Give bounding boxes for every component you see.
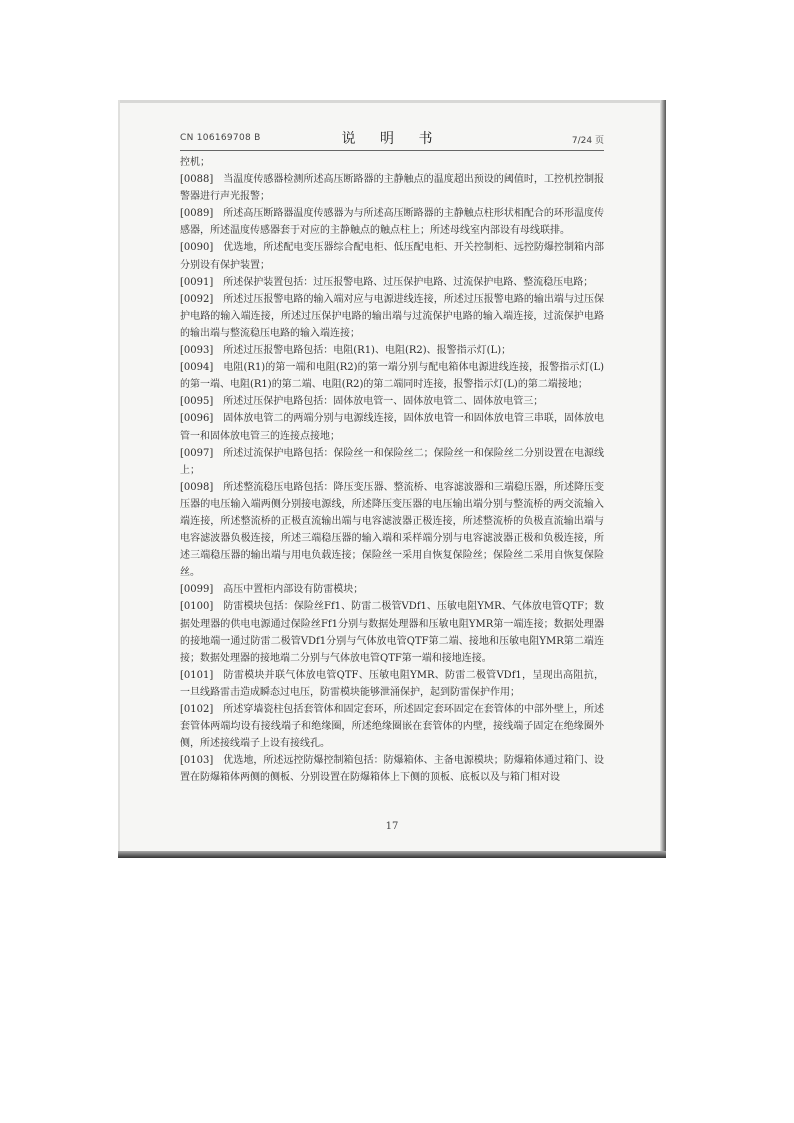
scan-edge-top: [118, 100, 666, 103]
scan-edge-right: [660, 100, 666, 858]
paragraph-0099: [180, 581, 604, 598]
paragraph-0097: [180, 445, 604, 479]
paragraph-0102: [180, 701, 604, 752]
paragraph-number: [0091]: [180, 276, 214, 288]
description-body: [180, 154, 604, 786]
paragraph-0096: [180, 410, 604, 444]
page-number: 17: [385, 821, 399, 832]
paragraph-0092: [180, 291, 604, 342]
page-header: [180, 128, 604, 150]
paragraph-number: [0095]: [180, 396, 214, 408]
paragraph-number: [0097]: [180, 447, 214, 459]
paragraph-text: 高压中置柜内部设有防雷模块；: [223, 584, 364, 596]
paragraph-0098: [180, 479, 604, 582]
paragraph-0101: [180, 667, 604, 701]
paragraph-text: 所述过压保护电路包括：固体放电管一、固体放电管二、固体放电管三；: [223, 396, 544, 408]
paragraph-text: 防雷模块并联气体放电管QTF、压敏电阻YMR、防雷二极管VDf1，呈现出高阻抗，一旦线路雷击造成瞬态过电压，防雷模块能够泄涌保护，起到防雷保护作用；: [180, 669, 604, 698]
patent-number: CN 106169708 B: [180, 133, 261, 143]
paragraph-number: [0089]: [180, 208, 214, 220]
paragraph-number: [0100]: [180, 601, 214, 613]
paragraph-text: 所述保护装置包括：过压报警电路、过压保护电路、过流保护电路、整流稳压电路；: [223, 276, 594, 288]
paragraph-number: [0094]: [180, 362, 214, 374]
paragraph-0088: [180, 171, 604, 205]
paragraph-text: 防雷模块包括：保险丝Ff1、防雷二极管VDf1、压敏电阻YMR、气体放电管QTF；数据处理器的供电电源通过保险丝Ff1分别与数据处理器和压敏电阻YMR第一端连接；数据处理器的接地端一通过防雷二极管VDf1分别与气体放电管QTF第二端、接地和压敏电阻YMR第二端连接；数据处理器的接地端二分别与气体放电管QTF第一端和接地连接。: [180, 601, 604, 664]
paragraph-0093: [180, 342, 604, 359]
paragraph-text: 优选地，所述远控防爆控制箱包括：防爆箱体、主备电源模块；防爆箱体通过箱门、设置在防爆箱体两侧的侧板、分别设置在防爆箱体上下侧的顶板、底板以及与箱门相对设: [180, 755, 604, 784]
paragraph-text: 电阻(R1)的第一端和电阻(R2)的第一端分别与配电箱体电源进线连接，报警指示灯(L)的第一端、电阻(R1)的第二端、电阻(R2)的第二端同时连接，报警指示灯(L)的第二端接地；: [180, 362, 604, 391]
paragraph-number: [0099]: [180, 584, 214, 596]
page-indicator: 7/24 页: [571, 136, 604, 146]
scan-edge-bottom: [118, 851, 666, 858]
paragraph-text: 优选地，所述配电变压器综合配电柜、低压配电柜、开关控制柜、远控防爆控制箱内部分别设有保护装置；: [180, 242, 604, 271]
paragraph-number: [0102]: [180, 704, 214, 715]
paragraph-0100: [180, 598, 604, 666]
paragraph-text: 当温度传感器检测所述高压断路器的主静触点的温度超出预设的阈值时，工控机控制报警器进行声光报警；: [180, 174, 604, 203]
scan-edge-left: [118, 100, 120, 858]
paragraph-0103: [180, 752, 604, 786]
paragraph-number: [0103]: [180, 755, 214, 767]
paragraph-0090: [180, 239, 604, 273]
paragraph-number: [0098]: [180, 481, 214, 493]
document-title: 说 明 书: [341, 131, 443, 147]
paragraph-0091: [180, 274, 604, 291]
paragraph-number: [0101]: [180, 669, 214, 681]
paragraph-text: 所述过压报警电路的输入端对应与电源进线连接，所述过压报警电路的输出端与过压保护电路的输入端连接，所述过压保护电路的输出端与过流保护电路的输入端连接，过流保护电路的输出端与整流稳压电路的输入端连接；: [180, 293, 604, 339]
lead-in-text: 控机；: [180, 157, 210, 168]
paragraph-number: [0088]: [180, 174, 214, 186]
paragraph-0094: [180, 359, 604, 393]
paragraph-text: 所述整流稳压电路包括：降压变压器、整流桥、电容滤波器和三端稳压器，所述降压变压器的电压输入端两侧分别接电源线，所述降压变压器的电压输出端分别与整流桥的两交流输入端连接，所述整流桥的正极直流输出端与电容滤波器正极连接，所述整流桥的负极直流输出端与电容滤波器负极连接，所述三端稳压器的输入端和采样端分别与电容滤波器正极和负极连接，所述三端稳压器的输出端与用电负载连接；保险丝一采用自恢复保险丝；保险丝二采用自恢复保险丝。: [180, 481, 604, 579]
paragraph-0089: [180, 205, 604, 239]
paragraph-text: 固体放电管二的两端分别与电源线连接，固体放电管一和固体放电管三串联，固体放电管一和固体放电管三的连接点接地；: [180, 413, 604, 442]
paragraph-text: 所述过流保护电路包括：保险丝一和保险丝二；保险丝一和保险丝二分别设置在电源线上；: [180, 447, 604, 476]
header-rule: [180, 150, 604, 151]
paragraph-number: [0093]: [180, 345, 214, 357]
paragraph-number: [0092]: [180, 293, 214, 305]
paragraph-number: [0096]: [180, 413, 214, 425]
paragraph-0095: [180, 393, 604, 410]
paragraph-text: 所述穿墙瓷柱包括套管体和固定套环，所述固定套环固定在套管体的中部外壁上，所述套管体两端均设有接线端子和绝缘圈，所述绝缘圈嵌在套管体的内壁，接线端子固定在绝缘圈外侧，所述接线端子上设有接线孔。: [180, 704, 604, 750]
paragraph-text: 所述过压报警电路包括：电阻(R1)、电阻(R2)、报警指示灯(L)；: [223, 345, 512, 357]
paragraph-text: 所述高压断路器温度传感器为与所述高压断路器的主静触点柱形状相配合的环形温度传感器，所述温度传感器套于对应的主静触点的触点柱上；所述母线室内部设有母线联排。: [180, 208, 604, 237]
paragraph-number: [0090]: [180, 242, 214, 254]
